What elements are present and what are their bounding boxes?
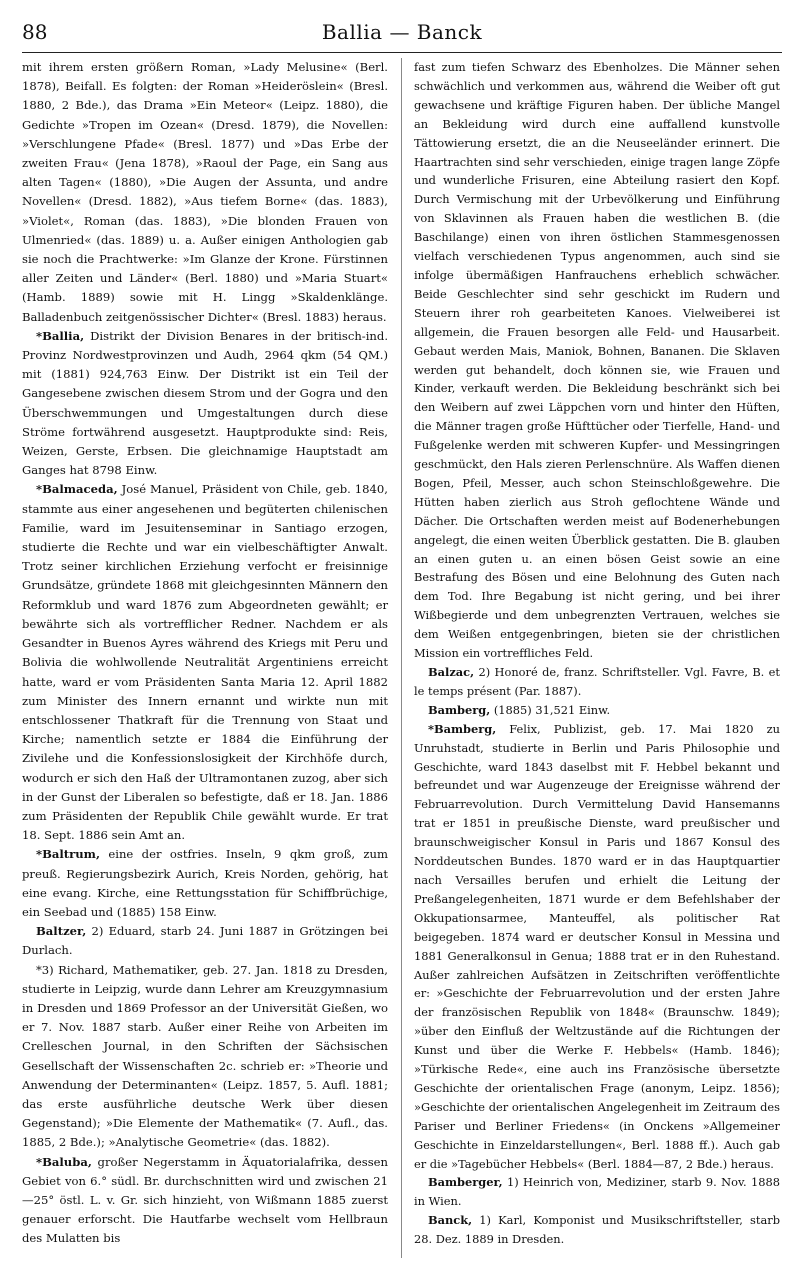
entry-text: (1885) 31,521 Einw. [493,702,611,717]
page-number: 88 [22,20,48,44]
entry-text: fast zum tiefen Schwarz des Ebenholzes. Die Männer sehen schwächlich und verkommen aus, während die Weiber oft gut gewachsene und kräftige Figuren haben. Der übliche Mangel an Bekleidung wird durch eine auffallend kunstvolle Tättowierung ersetzt, die an die Neuseeländer erinnert. Die Haartrachten sind sehr verschieden, einige tragen lange Zöpfe und wunderliche Frisuren, eine Abteilung rasiert den Kopf. Durch Vermischung mit der Urbevölkerung und Einführung von Sklavinnen als Frauen haben die westlichen B. (die Baschilange) einen von ihren östlichen Stammesgenossen vielfach verschiedenen Typus angenommen, auch sind sie infolge übermäßigen Hanfrauchens erheblich schwächer. Beide Geschlechter sind sehr geschickt im Rudern und Steuern ihrer roh gearbeiteten Kanoes. Vielweiberei ist allgemein, die Frauen besorgen alle Feld- und Hausarbeit. Gebaut werden Mais, Maniok, Bohnen, Bananen. Die Sklaven werden gut behandelt, doch können sie, wie Frauen und Kinder, verkauft werden. Die Bekleidung beschränkt sich bei den Weibern auf zwei Läppchen vorn und hinter den Hüften, die Männer tragen große Hüfttücher oder Tierfelle, Hand- und Fußgelenke werden mit schweren Kupfer- und Messingringen geschmückt, den Hals zieren Perlenschnüre. Als Waffen dienen Bogen, Pfeil, Messer, auch schon Steinschloßgewehre. Die Hütten haben zierlich aus Stroh geflochtene Wände und Dächer. Die Ortschaften werden meist auf Bodenerhebungen angelegt, die einen weiten Überblick gestatten. Die B. glauben an einen guten u. an einen bösen Geist sowie an eine Bestrafung des Bösen und eine Belohnung des Guten nach dem Tod. Ihre Begabung ist nicht gering, und bei ihrer Wißbegierde und dem unbegrenzten Vertrauen, welches sie dem Weißen entgegenbringen, bieten sie der christlichen Mission ein vortreffliches Feld. [414,60,780,661]
entry-text: Distrikt der Division Benares in der britisch-ind. Provinz Nordwestprovinzen und Audh, 2964 qkm (54 QM.) mit (1881) 924,763 Einw. Der Distrikt ist ein Teil der Gangesebene zwischen diesem Strom und der Gogra und den Überschwemmungen und Umgestaltungen durch diese Ströme fortwährend ausgesetzt. Hauptprodukte sind: Reis, Weizen, Gerste, Erbsen. Die gleichnamige Hauptstadt am Ganges hat 8798 Einw. [22,328,389,478]
entry-headword: *Balmaceda, [36,482,118,497]
entry-text: *3) Richard, Mathematiker, geb. 27. Jan. 1818 zu Dresden, studierte in Leipzig, wurde dann Lehrer am Kreuzgymnasium in Dresden und 1869 Professor an der Universität Gießen, wo er 7. Nov. 1887 starb. Außer einer Reihe von Arbeiten im Crelleschen Journal, in den Schriften der Sächsischen Gesellschaft der Wissenschaften 2c. schrieb er: »Theorie und Anwendung der Determinanten« (Leipz. 1857, 5. Aufl. 1881; das erste ausführliche deutsche Werk über diesen Gegenstand); »Die Elemente der Mathematik« (7. Aufl., das. 1885, 2 Bde.); »Analytische Geometrie« (das. 1882). [22,962,388,1150]
dictionary-entry [22,845,388,922]
dictionary-entry [414,701,780,720]
entry-text: 1) Heinrich von, Mediziner, starb 9. Nov. 1888 in Wien. [414,1175,781,1209]
entry-headword: Bamberger, [428,1175,503,1190]
entry-headword: Bamberg, [428,702,491,717]
running-head: Ballia — Banck [321,20,483,44]
entry-headword: Banck, [428,1213,473,1228]
dictionary-entry [22,1153,388,1249]
entry-headword: Balzac, [428,665,475,679]
entry-text: 2) Honoré de, franz. Schriftsteller. Vgl. Favre, B. et le temps présent (Par. 1887). [414,665,780,698]
entry-text: mit ihrem ersten größern Roman, »Lady Melusine« (Berl. 1878), Beifall. Es folgten: der Roman »Heideröslein« (Bresl. 1880, 2 Bde.), das Drama »Ein Meteor« (Leipz. 1880), die Gedichte »Tropen im Ozean« (Dresd. 1879), die Novellen: »Verschlungene Pfade« (Bresl. 1877) und »Das Erbe der zweiten Frau« (Jena 1878), »Raoul der Page, ein Sang aus alten Tagen« (1880), »Die Augen der Assunta, und andre Novellen« (Dresd. 1882), »Aus tiefem Borne« (das. 1883), »Violet«, Roman (das. 1883), »Die blonden Frauen von Ulmenried« (das. 1889) u. a. Außer einigen Anthologien gab sie noch die Prachtwerke: »Im Glanze der Krone. Fürstinnen aller Zeiten und Länder« (Berl. 1880) und »Maria Stuart« (Hamb. 1889) sowie mit H. Lingg »Skaldenklänge. Balladenbuch zeitgenössischer Dichter« (Bresl. 1883) heraus. [22,60,388,324]
page-header [22,12,782,53]
entry-text: Felix, Publizist, geb. 17. Mai 1820 zu Unruhstadt, studierte in Berlin und Paris Philosophie und Geschichte, ward 1843 daselbst mit F. Hebbel bekannt und befreundet und war Augenzeuge der Ereignisse während der Februarrevolution. Durch Vermittelung David Hansemanns trat er 1851 in preußische Dienste, ward preußischer und braunschweigischer Konsul in Paris und 1867 Konsul des Norddeutschen Bundes. 1870 ward er in das Hauptquartier nach Versailles berufen und erhielt die Leitung der Preßangelegenheiten, 1871 wurde er dem Befehlshaber der Okkupationsarmee, Manteuffel, als politischer Rat beigegeben. 1874 ward er deutscher Konsul in Messina und 1881 Generalkonsul in Genua; 1888 trat er in den Ruhestand. Außer zahlreichen Aufsätzen in Zeitschriften veröffentlichte er: »Geschichte der Februarrevolution und der ersten Jahre der französischen Republik von 1848« (Braunschw. 1849); »über den Einfluß der Weltzustände auf die Richtungen der Kunst und über die Werke F. Hebbels« (Hamb. 1846); »Türkische Rede«, eine auch ins Französische übersetzte Geschichte der orientalischen Frage (anonym, Leipz. 1856); »Geschichte der orientalischen Angelegenheit im Zeitraum des Pariser und Berliner Friedens« (in Onckens »Allgemeiner Geschichte in Einzeldarstellungen«, Berl. 1888 ff.). Auch gab er die »Tagebücher Hebbels« (Berl. 1884—87, 2 Bde.) heraus. [414,721,780,1171]
dictionary-entry [414,58,780,663]
entry-text: großer Negerstamm in Äquatorialafrika, dessen Gebiet von 6.° südl. Br. durchschnitten wird und zwischen 21—25° östl. L. v. Gr. sich hinzieht, von Wißmann 1885 zuerst genauer erforscht. Die Hautfarbe wechselt vom Hellbraun des Mulatten bis [22,1154,388,1246]
entry-headword: Baltzer, [36,924,87,939]
dictionary-entry [22,58,388,327]
entry-headword: *Bamberg, [428,721,497,736]
entry-text: eine der ostfries. Inseln, 9 qkm groß, zum preuß. Regierungsbezirk Aurich, Kreis Norden, gehörig, hat eine evang. Kirche, eine Rettungsstation für Schiffbrüchige, ein Seebad und (1885) 158 Einw. [22,847,389,919]
dictionary-entry [414,1173,780,1211]
dictionary-entry [22,327,388,481]
dictionary-entry [414,663,780,701]
dictionary-entry [414,1211,780,1249]
dictionary-entry [414,720,780,1174]
entry-headword: *Ballia, [36,328,85,343]
right-column [414,58,780,1249]
entry-text: 2) Eduard, starb 24. Juni 1887 in Grötzingen bei Durlach. [22,924,389,958]
dictionary-entry [22,961,388,1153]
entry-text: 1) Karl, Komponist und Musikschriftsteller, starb 28. Dez. 1889 in Dresden. [414,1213,781,1247]
left-column [22,58,388,1249]
dictionary-page [22,12,782,1267]
entry-headword: *Baluba, [36,1154,92,1169]
column-divider [401,58,402,1258]
entry-headword: *Baltrum, [36,847,100,862]
dictionary-entry [22,922,388,960]
dictionary-entry [22,480,388,845]
entry-text: José Manuel, Präsident von Chile, geb. 1840, stammte aus einer angesehenen und begüterten chilenischen Familie, ward im Jesuitenseminar in Santiago erzogen, studierte die Rechte und war ein vielbeschäftigter Anwalt. Trotz seiner kirchlichen Erziehung verfocht er freisinnige Grundsätze, gründete 1868 mit gleichgesinnten Männern den Reformklub und ward 1876 zum Abgeordneten gewählt; er bewährte sich als vortrefflicher Redner. Nachdem er als Gesandter in Buenos Ayres während des Kriegs mit Peru und Bolivia die wohlwollende Neutralität Argentiniens erreicht hatte, ward er vom Präsidenten Santa Maria 12. April 1882 zum Minister des Innern ernannt und wirkte nun mit entschlossener Thatkraft für die Trennung von Staat und Kirche; namentlich setzte er 1884 die Einführung der Zivilehe und die Konfessionslosigkeit der Kirchhöfe durch, wodurch er sich den Haß der Ultramontanen zuzog, aber sich in der Gunst der Liberalen so befestigte, daß er 18. Jan. 1886 zum Präsidenten der Republik Chile gewählt wurde. Er trat 18. Sept. 1886 sein Amt an. [22,482,388,843]
